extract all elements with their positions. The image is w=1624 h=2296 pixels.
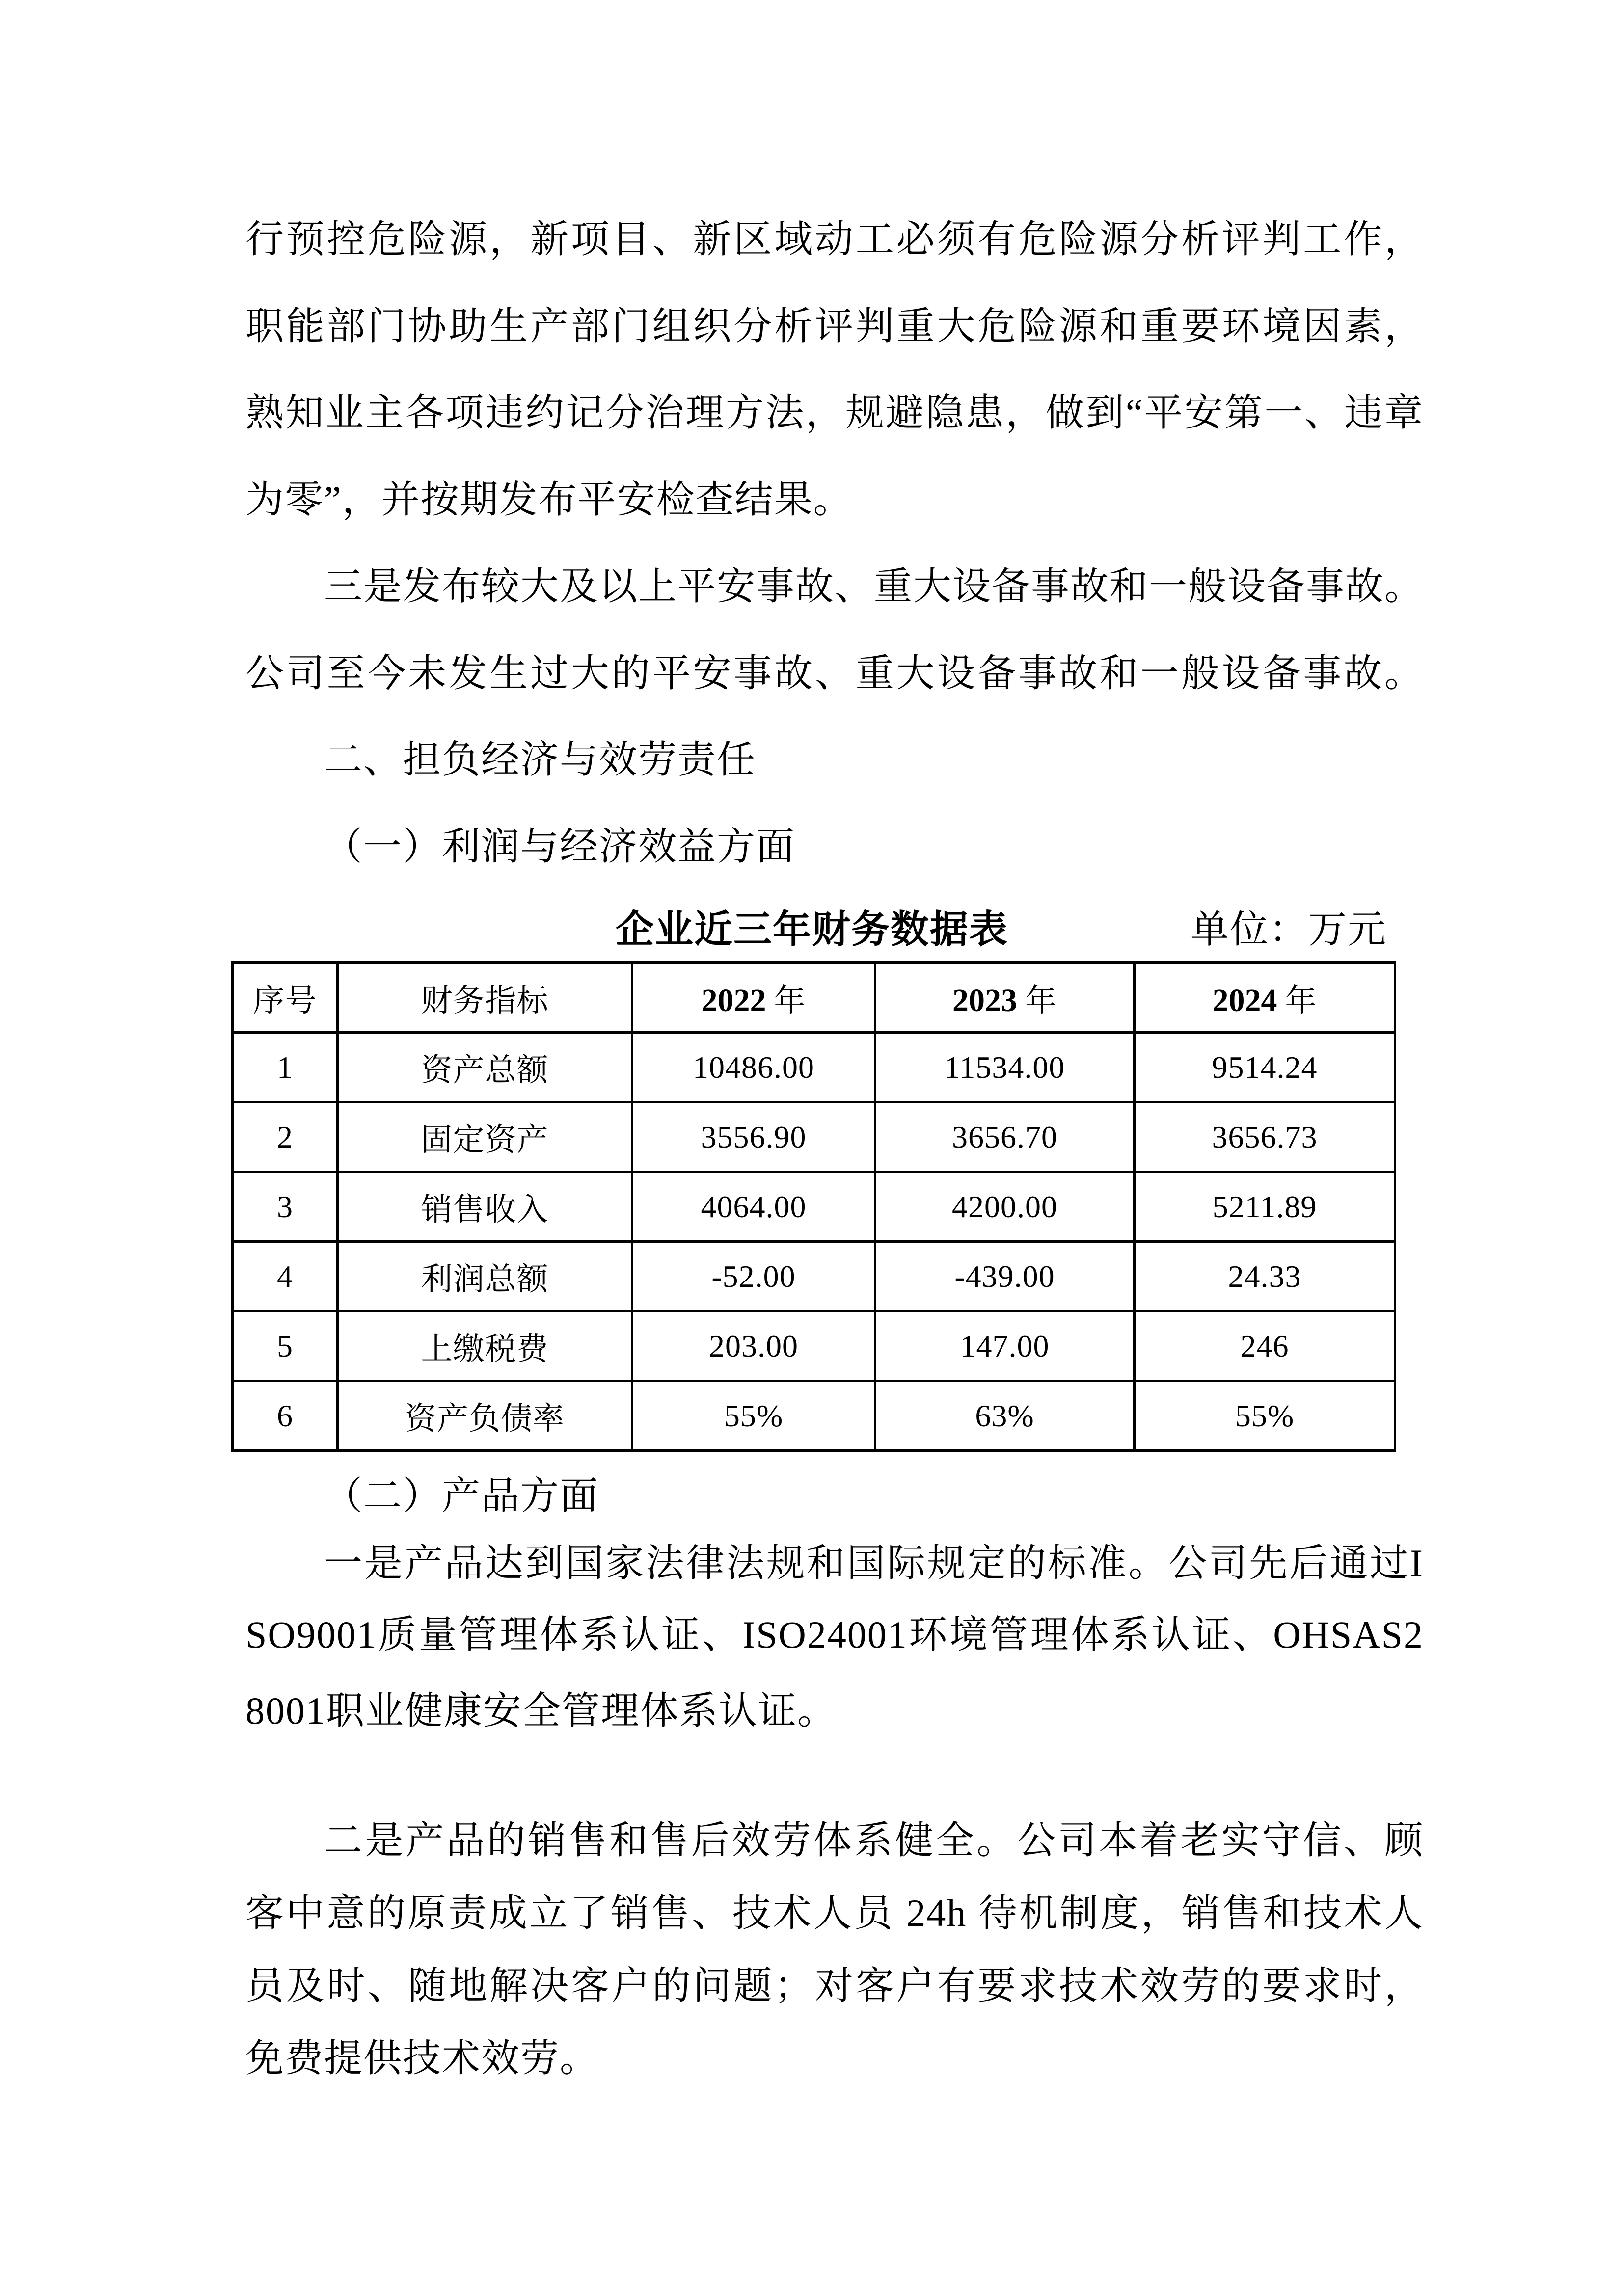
row-index-cell: 1 [233,1033,338,1102]
value-cell: 4064.00 [632,1172,875,1242]
header-cell: 财务指标 [338,963,632,1033]
indicator-cell: 固定资产 [338,1102,632,1172]
body-line: 行预控危险源，新项目、新区域动工必须有危险源分析评判工作， [245,218,1424,261]
table-header-row [233,963,1395,1033]
table-row [233,1381,1395,1451]
table-title: 企业近三年财务数据表 [615,908,1009,951]
body-line: 员及时、随地解决客户的问题；对客户有要求技术效劳的要求时， [245,1964,1424,2007]
subsection-heading: （一）利润与经济效益方面 [324,825,796,868]
value-cell: 3556.90 [632,1102,875,1172]
section-heading: 二、担负经济与效劳责任 [324,738,757,781]
value-cell: -52.00 [632,1242,875,1311]
table-caption-line [0,907,1624,956]
value-cell: 9514.24 [1135,1033,1395,1102]
indicator-cell: 销售收入 [338,1172,632,1242]
body-line: SO9001质量管理体系认证、ISO24001环境管理体系认证、OHSAS2 [245,1613,1424,1656]
header-cell [875,963,1135,1033]
header-cell: 序号 [233,963,338,1033]
value-cell: 63% [875,1381,1135,1451]
value-cell: 5211.89 [1135,1172,1395,1242]
header-cell [632,963,875,1033]
row-index-cell: 5 [233,1311,338,1381]
year-suffix: 年 [1025,983,1057,1018]
row-index-cell: 3 [233,1172,338,1242]
value-cell: 10486.00 [632,1033,875,1102]
value-cell: 246 [1135,1311,1395,1381]
body-line: 职能部门协助生产部门组织分析评判重大危险源和重要环境因素， [245,305,1424,347]
year-label: 2024 [1212,982,1277,1018]
row-index-cell: 4 [233,1242,338,1311]
value-cell: 3656.73 [1135,1102,1395,1172]
financial-data-table [231,961,1396,1452]
value-cell: 147.00 [875,1311,1135,1381]
body-line: 为零”，并按期发布平安检查结果。 [245,478,853,521]
indicator-cell: 资产总额 [338,1033,632,1102]
body-line: 公司至今未发生过大的平安事故、重大设备事故和一般设备事故。 [245,652,1424,694]
body-line: 熟知业主各项违约记分治理方法，规避隐患，做到“平安第一、违章 [245,391,1424,434]
row-index-cell: 2 [233,1102,338,1172]
value-cell: 4200.00 [875,1172,1135,1242]
year-suffix: 年 [774,983,806,1018]
year-suffix: 年 [1285,983,1317,1018]
body-line: 三是发布较大及以上平安事故、重大设备事故和一般设备事故。 [324,565,1424,608]
table-row [233,1102,1395,1172]
table-row [233,1242,1395,1311]
indicator-cell: 资产负债率 [338,1381,632,1451]
value-cell: 203.00 [632,1311,875,1381]
subsection-heading: （二）产品方面 [324,1474,599,1517]
value-cell: 11534.00 [875,1033,1135,1102]
body-line: 一是产品达到国家法律法规和国际规定的标准。公司先后通过I [324,1542,1424,1584]
header-cell [1135,963,1395,1033]
body-line: 免费提供技术效劳。 [245,2037,599,2080]
table-row [233,1311,1395,1381]
body-line: 二是产品的销售和售后效劳体系健全。公司本着老实守信、顾 [324,1819,1424,1862]
body-line: 客中意的原责成立了销售、技术人员 24h 待机制度，销售和技术人 [245,1892,1424,1934]
value-cell: 24.33 [1135,1242,1395,1311]
value-cell: 3656.70 [875,1102,1135,1172]
year-label: 2022 [701,982,766,1018]
value-cell: -439.00 [875,1242,1135,1311]
table-row [233,1172,1395,1242]
table-unit-label: 单位：万元 [1190,908,1387,951]
indicator-cell: 上缴税费 [338,1311,632,1381]
indicator-cell: 利润总额 [338,1242,632,1311]
value-cell: 55% [1135,1381,1395,1451]
row-index-cell: 6 [233,1381,338,1451]
year-label: 2023 [952,982,1017,1018]
body-line: 8001职业健康安全管理体系认证。 [245,1689,837,1732]
table-row [233,1033,1395,1102]
value-cell: 55% [632,1381,875,1451]
